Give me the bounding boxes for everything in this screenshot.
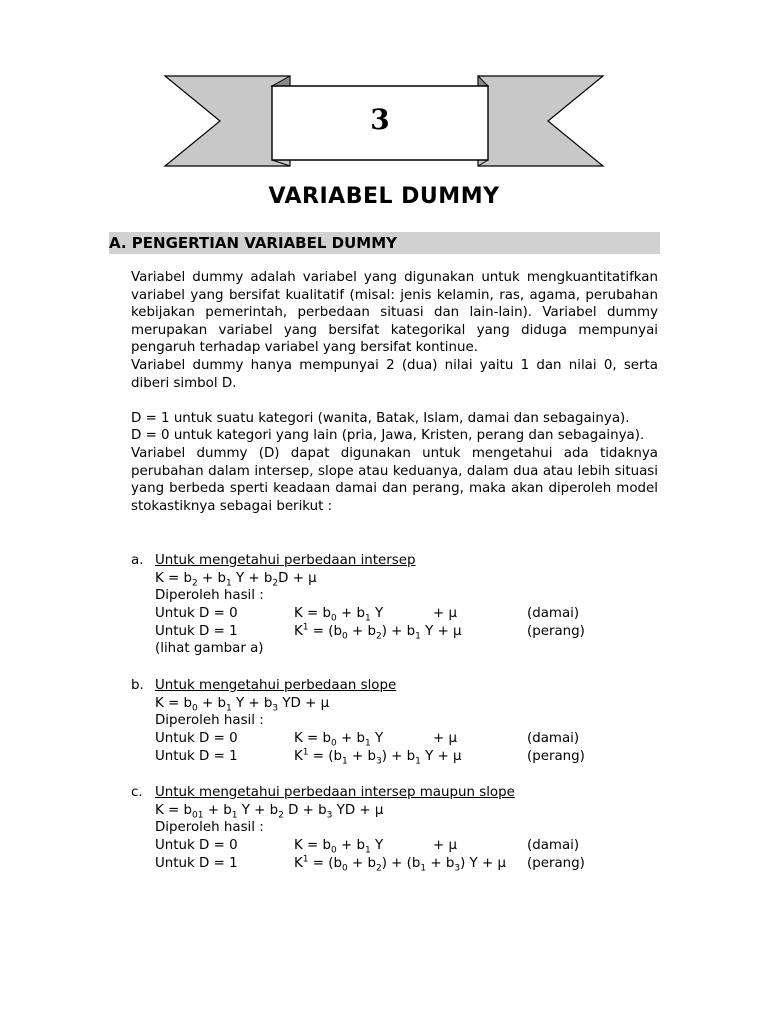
chapter-title: VARIABEL DUMMY <box>268 184 500 209</box>
row-equation: $K^1 = (b_1 + b_3) + b_1$ Y + μ <box>294 747 462 767</box>
intro-text <box>131 269 658 515</box>
paragraph-d-equals-1: D = 1 untuk suatu kategori (wanita, Batak, Islam, damai dan sebagainya). <box>131 410 630 426</box>
list-marker: c. <box>131 785 143 800</box>
paragraph-definition: Variabel dummy adalah variabel yang digunakan untuk mengkuantitatifkan variabel yang bersifat kualitatif (misal: jenis kelamin, ras, agama, perubahan kebijakan pemerintah, perbedaan situasi dan lain-lain). Variabel dummy merupakan variabel yang bersifat kategorikal yang diduga mempunyai pengaruh terhadap variabel yang bersifat kontinue. <box>131 270 658 356</box>
list-marker: b. <box>131 678 144 693</box>
row-error-term: + μ <box>433 838 457 854</box>
item-heading: Untuk mengetahui perbedaan intersep <box>155 553 416 568</box>
list-item-b <box>131 677 671 765</box>
row-equation: $K = b_0 + b_1$ Y <box>294 838 384 856</box>
section-heading: A. PENGERTIAN VARIABEL DUMMY <box>109 234 397 252</box>
result-label: Diperoleh hasil : <box>155 820 264 836</box>
row-note: (damai) <box>527 838 580 854</box>
row-error-term: + μ <box>433 606 457 622</box>
model-equation: $K = b_{01} + b_1$ $Y + b_2$ $D + b_3$ YD + μ <box>155 802 384 821</box>
result-row <box>155 748 671 766</box>
figure-reference: (lihat gambar a) <box>155 641 264 657</box>
row-label: Untuk D = 0 <box>155 731 238 747</box>
result-label: Diperoleh hasil : <box>155 588 264 604</box>
row-label: Untuk D = 1 <box>155 748 238 764</box>
row-note: (perang) <box>527 623 585 639</box>
chapter-number: 3 <box>370 103 390 136</box>
row-error-term: + μ <box>433 731 457 747</box>
result-label: Diperoleh hasil : <box>155 713 264 729</box>
section-heading-bar <box>109 232 660 254</box>
row-label: Untuk D = 1 <box>155 855 238 871</box>
list-marker: a. <box>131 553 144 568</box>
chapter-ribbon-banner <box>0 0 768 190</box>
result-row <box>155 837 671 855</box>
result-row <box>155 605 671 623</box>
row-equation: $K = b_0 + b_1$ Y <box>294 606 384 624</box>
row-note: (perang) <box>527 855 585 871</box>
paragraph-usage: Variabel dummy (D) dapat digunakan untuk mengetahui ada tidaknya perubahan dalam intersep, slope atau keduanya, dalam dua atau lebih situasi yang berbeda sperti keadaan damai dan perang, maka akan diperoleh model stokastiknya sebagai berikut : <box>131 445 658 514</box>
row-equation: $K = b_0 + b_1$ Y <box>294 731 384 749</box>
list-item-c <box>131 784 671 872</box>
row-label: Untuk D = 1 <box>155 623 238 639</box>
row-note: (damai) <box>527 731 580 747</box>
row-note: (perang) <box>527 748 585 764</box>
row-equation: $K^1 = (b_0 + b_2) + b_1$ Y + μ <box>294 622 462 642</box>
row-note: (damai) <box>527 606 580 622</box>
paragraph-values: Variabel dummy hanya mempunyai 2 (dua) nilai yaitu 1 dan nilai 0, serta diberi simbol D. <box>131 357 658 391</box>
item-heading: Untuk mengetahui perbedaan intersep maupun slope <box>155 785 515 800</box>
result-row <box>155 623 671 641</box>
row-label: Untuk D = 0 <box>155 606 238 622</box>
model-equation: $K = b_2 + b_1$ $Y + b_2D + \mu$ <box>155 570 317 589</box>
row-label: Untuk D = 0 <box>155 838 238 854</box>
row-equation: $K^1 = (b_0 + b_2) + (b_1 + b_3) Y + \mu$ <box>294 854 506 874</box>
paragraph-d-equals-0: D = 0 untuk kategori yang lain (pria, Jawa, Kristen, perang dan sebagainya). <box>131 428 645 444</box>
result-row <box>155 855 671 873</box>
list-item-a <box>131 552 671 658</box>
result-row <box>155 730 671 748</box>
item-heading: Untuk mengetahui perbedaan slope <box>155 678 397 693</box>
model-equation: $K = b_0 + b_1$ $Y + b_3$ YD + μ <box>155 695 330 714</box>
